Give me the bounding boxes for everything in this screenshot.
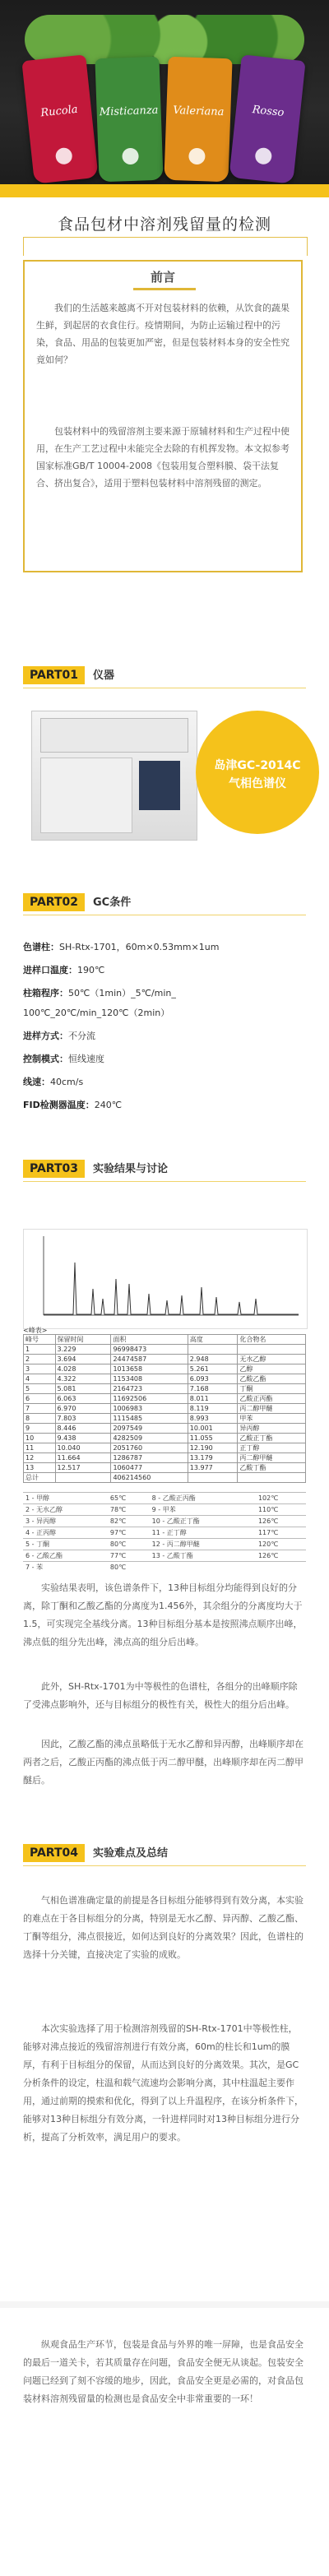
table-cell: 12 [24,1453,56,1463]
condition-value: 40cm/s [50,1077,84,1087]
results-paragraph-2: 此外，SH-Rtx-1701为中等极性的色谱柱，各组分的出峰顺序除了受沸点影响外，还与目标组分的极性有关，极性大的组分后出峰。 [23,1681,298,1710]
table-cell: 78℃ [108,1504,150,1516]
intro-box [23,260,303,572]
table-cell: 乙酸乙酯 [238,1374,306,1384]
table-cell: 7 [24,1404,56,1414]
intro-heading: 前言 [150,270,175,285]
table-cell: 8.446 [55,1424,111,1434]
condition-key: 线速： [23,1077,50,1087]
table-cell: 120℃ [256,1539,306,1550]
table-cell: 117℃ [256,1527,306,1539]
part-tag: PART04 [23,1844,85,1862]
table-cell: 丙二醇甲醚 [238,1404,306,1414]
condition-key: 控制模式： [23,1054,68,1064]
table-cell: 10.001 [188,1424,238,1434]
table-cell: 5.261 [188,1364,238,1374]
summary-paragraph-2: 本次实验选择了用于检测溶剂残留的SH-Rtx-1701中等极性柱，能够对沸点接近的残留溶剂进行有效分离，60m的柱长和1um的膜厚，有利于目标组分的保留，从而达到良好的分离效果。其次，是GC分析条件的设定，柱温和载气流速均会影响分离，其中柱温起主要作用，通过前期的摸索和优化，得到了以上升温程序，在该分析条件下，能够对13种目标组分有效分离，一针进样同时对13种目标组分进行分析，提高了分析效率，满足用户的要求。 [23,2023,304,2143]
table-cell: 4.028 [55,1364,111,1374]
table-cell: 6 - 乙酸乙酯 [23,1550,108,1562]
table-cell: 6.093 [188,1374,238,1384]
table-cell: 1060477 [111,1463,188,1473]
condition-value: 恒线速度 [68,1054,104,1064]
gc-condition-1 [23,962,104,979]
table-row [23,1493,306,1504]
table-cell: 2 - 无水乙醇 [23,1504,108,1516]
table-cell: 10.040 [55,1443,111,1453]
table-cell: 5 - 丁酮 [23,1539,108,1550]
section-separator [0,2301,329,2308]
table-row [24,1463,306,1473]
table-cell: 2097549 [111,1424,188,1434]
bag-logo [188,148,206,165]
peak-table [23,1334,306,1483]
condition-key: FID检测器温度： [23,1100,95,1110]
bag-label: Valeriana [173,104,225,119]
table-cell: 8.993 [188,1414,238,1424]
condition-value: 50℃（1min）_5℃/min_ [68,988,176,998]
instrument-badge [196,711,319,834]
part03-heading [23,1160,168,1178]
gc-condition-2 [23,985,176,1002]
salad-bag-purple [229,54,305,183]
condition-value: 100℃_20℃/min_120℃（2min） [23,1008,170,1018]
table-cell: 12.190 [188,1443,238,1453]
part-tag: PART02 [23,893,85,911]
table-cell: 65℃ [108,1493,150,1504]
part-tag: PART01 [23,666,85,684]
bag-label: Rosso [251,104,285,120]
column-header: 峰号 [24,1335,56,1345]
table-cell: 7.803 [55,1414,111,1424]
table-cell: 9 - 甲苯 [150,1504,256,1516]
gc-oven-door [40,758,132,833]
table-cell: 8 - 乙酸正丙酯 [150,1493,256,1504]
table-cell: 80℃ [108,1539,150,1550]
table-cell: 102℃ [256,1493,306,1504]
condition-value: 240℃ [94,1100,123,1110]
table-row [24,1453,306,1463]
part-name: 实验结果与讨论 [93,1163,169,1175]
table-row [24,1394,306,1404]
table-cell [256,1562,306,1573]
salad-bag-red [21,54,98,183]
divider [23,1865,306,1866]
table-cell: 1006983 [111,1404,188,1414]
gc-condition-5 [23,1051,104,1068]
table-cell: 11.664 [55,1453,111,1463]
table-row [23,1516,306,1527]
table-row [24,1473,306,1483]
condition-key: 进样口温度： [23,965,77,975]
table-cell: 4.322 [55,1374,111,1384]
table-row [24,1443,306,1453]
table-row [24,1414,306,1424]
table-cell: 11 - 正丁醇 [150,1527,256,1539]
table-cell: 82℃ [108,1516,150,1527]
table-cell: 乙醇 [238,1364,306,1374]
table-cell: 3.694 [55,1355,111,1364]
bag-logo [254,147,272,165]
table-cell: 6 [24,1394,56,1404]
part04-heading [23,1844,168,1862]
table-cell: 5.081 [55,1384,111,1394]
table-cell: 97℃ [108,1527,150,1539]
part02-heading [23,893,131,911]
table-row [24,1345,306,1355]
part-name: GC条件 [93,897,132,909]
table-cell: 总计 [24,1473,56,1483]
table-cell: 9.438 [55,1434,111,1443]
table-cell: 2051760 [111,1443,188,1453]
part01-heading [23,666,114,684]
table-cell: 126℃ [256,1516,306,1527]
part-name: 实验难点及总结 [93,1847,169,1860]
condition-value: SH-Rtx-1701，60m×0.53mm×1um [59,942,220,952]
table-row [24,1404,306,1414]
part-tag: PART03 [23,1160,85,1178]
table-cell: 4 [24,1374,56,1384]
table-cell: 乙酸正丁酯 [238,1434,306,1443]
table-cell: 406214560 [111,1473,188,1483]
table-row [24,1355,306,1364]
table-cell: 乙酸丁酯 [238,1463,306,1473]
table-cell: 13.179 [188,1453,238,1463]
part-name: 仪器 [93,669,115,682]
table-row [23,1527,306,1539]
table-row [23,1550,306,1562]
table-row [23,1539,306,1550]
table-cell: 13.977 [188,1463,238,1473]
table-cell: 无水乙醇 [238,1355,306,1364]
table-cell: 7.168 [188,1384,238,1394]
bag-label: Misticanza [99,104,159,119]
article-title: 食品包材中溶剂残留量的检测 [57,215,271,234]
instrument-model: 岛津GC-2014C [214,759,301,772]
column-header: 高度 [188,1335,238,1345]
table-cell [188,1473,238,1483]
bag-logo [122,148,139,165]
salad-bag-orange [164,57,232,183]
table-cell: 77℃ [108,1550,150,1562]
results-paragraph-1: 实验结果表明，该色谱条件下，13种目标组分均能得到良好的分离，除丁酮和乙酸乙酯的分离度为1.456外，其余组分的分离度均大于1.5，可实现完全基线分离。13种目标组分基本是按照沸点顺序出峰，沸点低的组分先出峰，沸点高的组分后出峰。 [23,1582,303,1647]
table-cell: 丁酮 [238,1384,306,1394]
table-cell: 2164723 [111,1384,188,1394]
table-cell [238,1345,306,1355]
table-cell: 7 - 苯 [23,1562,108,1573]
table-cell: 11 [24,1443,56,1453]
gc-condition-0 [23,939,219,956]
table-cell: 8 [24,1414,56,1424]
condition-value: 不分流 [68,1031,95,1041]
title-frame [23,237,308,256]
table-cell: 2.948 [188,1355,238,1364]
condition-key: 柱箱程序： [23,988,68,998]
table-cell: 3.229 [55,1345,111,1355]
table-cell: 8.011 [188,1394,238,1404]
table-cell: 13 - 乙酸丁酯 [150,1550,256,1562]
table-cell: 6.063 [55,1394,111,1404]
gc-instrument-image [31,711,197,841]
table-cell: 8.119 [188,1404,238,1414]
hero-banner [0,0,329,197]
boiling-point-table [23,1492,306,1573]
table-cell: 1286787 [111,1453,188,1463]
gc-top-panel [40,718,188,753]
chromatogram [23,1229,308,1329]
table-cell [150,1562,256,1573]
results-paragraph-3: 因此，乙酸乙酯的沸点虽略低于无水乙醇和异丙醇，出峰顺序却在两者之后，乙酸正丙酯的沸点低于丙二醇甲醚，出峰顺序却在丙二醇甲醚后。 [23,1739,304,1786]
salad-bag-green [95,57,163,183]
gc-display [139,761,180,810]
column-header: 保留时间 [55,1335,111,1345]
column-header: 面积 [111,1335,188,1345]
table-cell: 4 - 正丙醇 [23,1527,108,1539]
intro-paragraph-1: 我们的生活越来越离不开对包装材料的依赖，从饮食的蔬果生鲜，到起居的衣食住行。疫情期间，为防止运输过程中的污染，食品、用品的包装更加严密，但是包装材料本身的安全性究竟如何？ [36,303,290,365]
table-row [24,1424,306,1434]
table-cell: 11692506 [111,1394,188,1404]
summary-paragraph-3: 纵观食品生产环节，包装是食品与外界的唯一屏障，也是食品安全的最后一道关卡，若其质量存在问题，食品安全便无从谈起。包装安全问题已经到了刻不容缓的地步，因此，食品安全更是必需的，对食品包装材料溶剂残留量的检测也是食品安全中非常重要的一环！ [23,2339,304,2404]
table-row [24,1434,306,1443]
table-cell: 1013658 [111,1364,188,1374]
table-cell: 乙酸正丙酯 [238,1394,306,1404]
table-cell: 11.055 [188,1434,238,1443]
table-cell [188,1345,238,1355]
table-cell: 80℃ [108,1562,150,1573]
table-cell: 6.970 [55,1404,111,1414]
table-row [24,1364,306,1374]
table-cell: 1 [24,1345,56,1355]
table-cell: 13 [24,1463,56,1473]
table-cell: 正丁醇 [238,1443,306,1453]
condition-key: 色谱柱： [23,942,59,952]
table-cell: 12.517 [55,1463,111,1473]
table-cell: 10 - 乙酸正丁酯 [150,1516,256,1527]
gc-condition-3 [23,1005,169,1022]
table-cell: 110℃ [256,1504,306,1516]
bag-label: Rucola [39,103,79,120]
table-cell: 异丙醇 [238,1424,306,1434]
table-cell: 12 - 丙二醇甲醚 [150,1539,256,1550]
table-cell: 丙二醇甲醚 [238,1453,306,1463]
table-cell: 4282509 [111,1434,188,1443]
intro-paragraph-2: 包装材料中的残留溶剂主要来源于原辅材料和生产过程中使用，在生产工艺过程中未能完全去除的有机挥发物。本文拟参考国家标准GB/T 10004-2008《包装用复合塑料膜、袋干法复合、挤出复合》，适用于塑料包装材料中溶剂残留的测定。 [36,426,290,489]
table-row [23,1504,306,1516]
table-cell: 5 [24,1384,56,1394]
table-row [23,1562,306,1573]
chromatogram-trace [44,1263,299,1314]
peak-table-title: <峰表> [23,1327,48,1334]
column-header: 化合物名 [238,1335,306,1345]
table-header-row [24,1335,306,1345]
table-cell: 24474587 [111,1355,188,1364]
condition-value: 190℃ [77,965,105,975]
table-cell [238,1473,306,1483]
condition-key: 进样方式： [23,1031,68,1041]
hero-accent-bar [0,184,329,197]
gc-condition-7 [23,1097,122,1114]
summary-paragraph-1: 气相色谱准确定量的前提是各目标组分能够得到有效分离，本实验的难点在于各目标组分的分离，特别是无水乙醇、异丙醇、乙酸乙酯、丁酮等组分，沸点很接近，如何达到良好的分离效果？因此，色谱柱的选择十分关键，直接决定了实验的成败。 [23,1895,304,1960]
table-cell: 2 [24,1355,56,1364]
table-cell: 甲苯 [238,1414,306,1424]
gc-condition-4 [23,1028,95,1045]
table-cell: 10 [24,1434,56,1443]
table-cell: 1115485 [111,1414,188,1424]
divider [23,1181,306,1182]
gc-condition-6 [23,1074,83,1091]
table-cell: 1 - 甲醇 [23,1493,108,1504]
table-cell: 3 - 异丙醇 [23,1516,108,1527]
table-cell [55,1473,111,1483]
table-row [24,1374,306,1384]
instrument-type: 气相色谱仪 [229,777,286,790]
table-cell: 126℃ [256,1550,306,1562]
table-cell: 1153408 [111,1374,188,1384]
table-cell: 96998473 [111,1345,188,1355]
intro-heading-underline [133,288,196,290]
table-row [24,1384,306,1394]
bag-logo [55,147,73,165]
instrument-figure [23,701,306,849]
chromatogram-plot [24,1230,307,1328]
table-cell: 3 [24,1364,56,1374]
table-cell: 9 [24,1424,56,1434]
